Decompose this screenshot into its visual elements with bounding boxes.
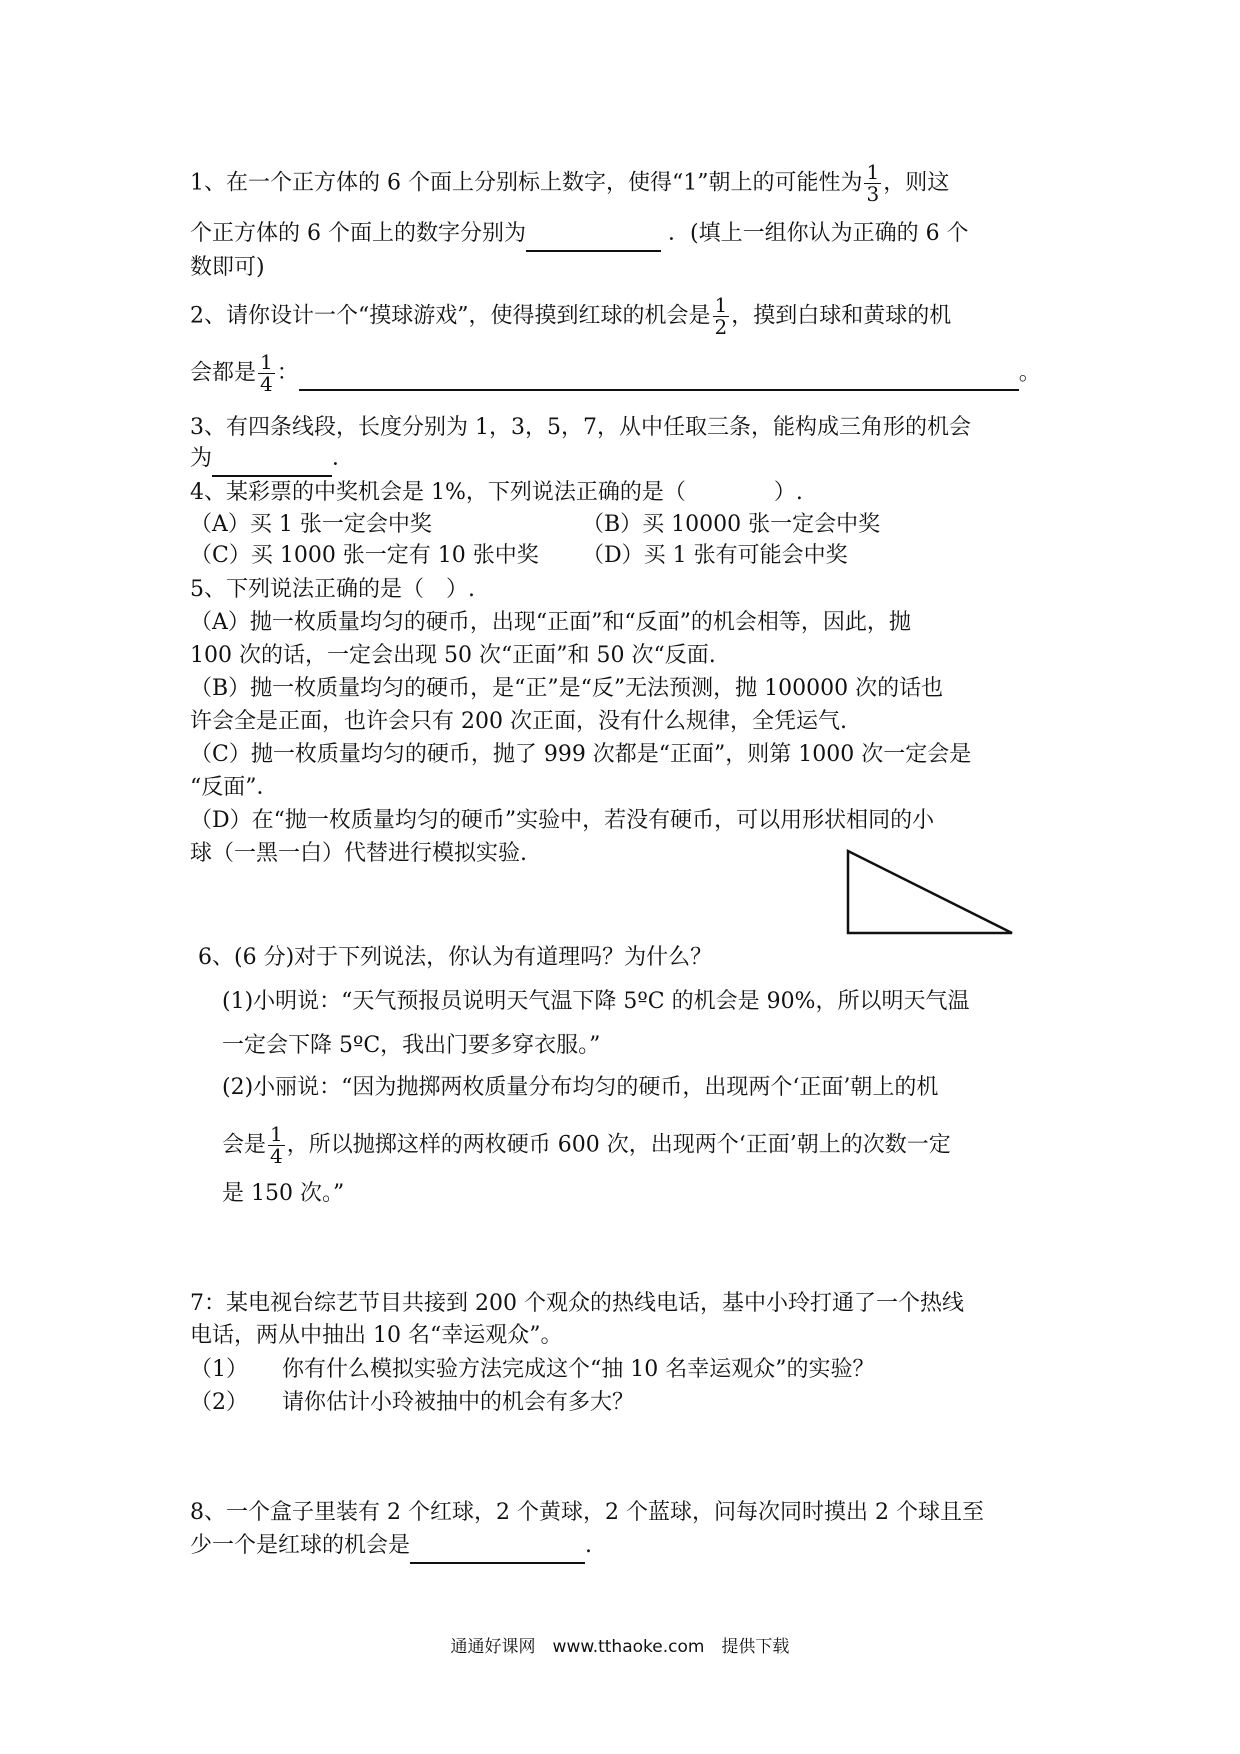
q8-line1: 8、一个盒子里装有 2 个红球，2 个黄球，2 个蓝球，问每次同时摸出 2 个球且至 — [190, 1500, 984, 1525]
q2-fraction-quarter: $\frac{1}{4}$ — [260, 350, 273, 396]
q2-fraction-half: $\frac{1}{2}$ — [714, 293, 728, 339]
q3-answer-blank[interactable] — [212, 443, 332, 477]
q4-option-d: （D）买 1 张有可能会中奖 — [582, 543, 848, 568]
q2-answer-blank[interactable] — [299, 358, 1019, 392]
q7-sub2: （2） 请你估计小玲被抽中的机会有多大？ — [190, 1390, 635, 1415]
q6-part1-line1: (1)小明说：“天气预报员说明天气温下降 5ºC 的机会是 90%，所以明天气温 — [222, 989, 970, 1014]
q7-line2: 电话，两从中抽出 10 名“幸运观众”。 — [190, 1323, 563, 1348]
page-footer: 通通好课网 www.tthaoke.com 提供下载 — [450, 1637, 790, 1657]
q1-answer-blank[interactable] — [526, 218, 661, 252]
q6-part1-line2: 一定会下降 5ºC，我出门要多穿衣服。” — [222, 1033, 601, 1058]
triangle-figure — [840, 845, 1020, 941]
q5-option-b-line1: （B）抛一枚质量均匀的硬币，是“正”是“反”无法预测，抛 100000 次的话也 — [190, 676, 944, 701]
q5-option-d-line2: 球（一黑一白）代替进行模拟实验. — [190, 841, 527, 866]
q8-answer-blank[interactable] — [410, 1530, 585, 1564]
q6-part2-line3: 是 150 次。” — [222, 1181, 345, 1206]
q1-fraction: $\frac{1}{3}$ — [866, 160, 880, 206]
q5-stem: 5、下列说法正确的是（ ）. — [190, 577, 475, 602]
q6-fraction: $\frac{1}{4}$ — [270, 1122, 283, 1168]
q1-line1: 1、在一个正方体的 6 个面上分别标上数字，使得“1”朝上的可能性为 $\frac{1}{3}$ ，则这 — [190, 160, 950, 206]
q5-option-b-line2: 许会全是正面，也许会只有 200 次正面，没有什么规律，全凭运气. — [190, 709, 847, 734]
q6-part2-line1: (2)小丽说：“因为抛掷两枚质量分布均匀的硬币，出现两个‘正面’朝上的机 — [222, 1075, 939, 1100]
q5-option-c-line2: “反面”． — [190, 775, 279, 800]
q5-option-a-line2: 100 次的话，一定会出现 50 次“正面”和 50 次“反面. — [190, 643, 716, 668]
q4-option-a: （A）买 1 张一定会中奖 — [190, 512, 432, 537]
q1-line3: 数即可) — [190, 255, 265, 280]
q7-sub1: （1） 你有什么模拟实验方法完成这个“抽 10 名幸运观众”的实验？ — [190, 1357, 875, 1382]
q7-line1: 7：某电视台综艺节目共接到 200 个观众的热线电话，基中小玲打通了一个热线 — [190, 1291, 964, 1316]
q2-line2: 会都是 $\frac{1}{4}$ ： 。 — [190, 350, 1041, 396]
triangle-shape — [848, 851, 1012, 933]
q5-option-a-line1: （A）抛一枚质量均匀的硬币，出现“正面”和“反面”的机会相等，因此，抛 — [190, 610, 911, 635]
q4-option-c: （C）买 1000 张一定有 10 张中奖 — [190, 543, 539, 568]
q1-line2: 个正方体的 6 个面上的数字分别为 ．(填上一组你认为正确的 6 个 — [190, 218, 969, 252]
q4-option-b: （B）买 10000 张一定会中奖 — [582, 512, 881, 537]
q5-option-c-line1: （C）抛一枚质量均匀的硬币，抛了 999 次都是“正面”，则第 1000 次一定会是 — [190, 742, 972, 767]
q3-line2: 为 ． — [190, 443, 354, 477]
q3-line1: 3、有四条线段，长度分别为 1，3，5，7，从中任取三条，能构成三角形的机会 — [190, 415, 971, 440]
q2-line1: 2、请你设计一个“摸球游戏”，使得摸到红球的机会是 $\frac{1}{2}$ ，摸到白球和黄球的机 — [190, 293, 952, 339]
q6-part2-line2: 会是 $\frac{1}{4}$ ，所以抛掷这样的两枚硬币 600 次，出现两个‘正面’朝上的次数一定 — [222, 1122, 951, 1168]
q6-stem: 6、(6 分)对于下列说法，你认为有道理吗？为什么？ — [198, 945, 713, 970]
q8-line2: 少一个是红球的机会是 . — [190, 1530, 592, 1564]
q5-option-d-line1: （D）在“抛一枚质量均匀的硬币”实验中，若没有硬币，可以用形状相同的小 — [190, 808, 935, 833]
q4-stem: 4、某彩票的中奖机会是 1%，下列说法正确的是（ ）. — [190, 480, 803, 505]
